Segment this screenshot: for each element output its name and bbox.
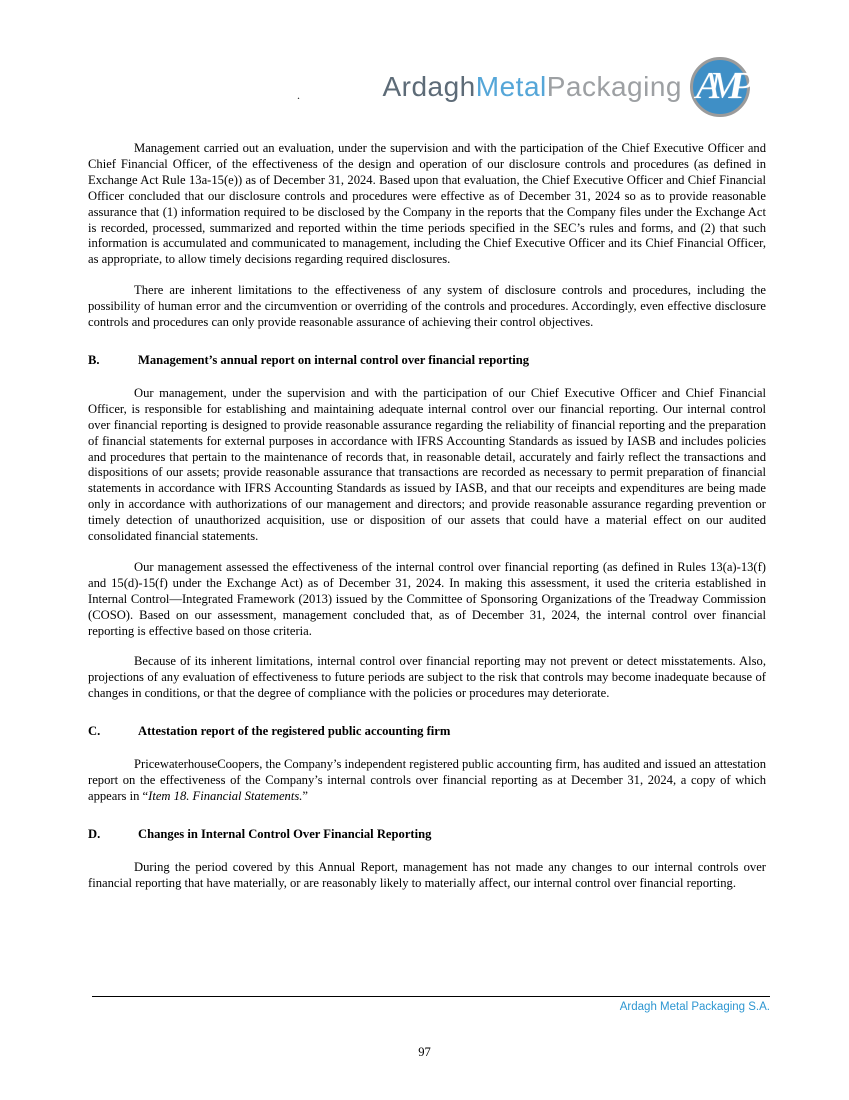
stray-period-mark: . bbox=[297, 88, 300, 102]
paragraph-changes-internal-control: During the period covered by this Annual Report, management has not made any changes to our internal controls over financial reporting that have materially, or are reasonably likely to materially affect, our internal control over financial reporting. bbox=[88, 859, 766, 890]
section-letter-c: C. bbox=[88, 724, 101, 739]
section-heading-c bbox=[88, 724, 766, 740]
section-heading-b bbox=[88, 353, 766, 369]
logo-wordmark bbox=[382, 73, 682, 101]
logo-word-packaging: Packaging bbox=[546, 71, 682, 102]
section-title-c: Attestation report of the registered public accounting firm bbox=[138, 724, 451, 739]
attestation-item-reference: Item 18. Financial Statements. bbox=[148, 788, 303, 803]
paragraph-limitations-misstatements: Because of its inherent limitations, internal control over financial reporting may not prevent or detect misstatements. Also, projections of any evaluation of effectiveness to future periods are subject to the risk that controls may become inadequate because of changes in conditions, or that the degree of compliance with the policies or procedures may deteriorate. bbox=[88, 654, 766, 701]
attestation-closing-quote: ” bbox=[302, 788, 308, 803]
paragraph-attestation-report bbox=[88, 757, 766, 805]
footer-divider bbox=[92, 996, 770, 997]
paragraph-management-responsibility: Our management, under the supervision and with the participation of our Chief Executive Officer and Chief Financial Officer, is responsible for establishing and maintaining adequate internal control over our financial reporting. Our internal control over financial reporting is designed to provide reasonable assurance regarding the reliability of financial reporting and the preparation of financial statements for external purposes in accordance with IFRS Accounting Standards as issued by IASB and includes policies and procedures that pertain to the maintenance of records that, in reasonable detail, accurately and fairly reflect the transactions and dispositions of our assets; provide reasonable assurance that transactions are recorded as necessary to permit preparation of financial statements in accordance with IFRS Accounting Standards as issued by IASB, and that our receipts and expenditures are being made only in accordance with authorizations of our management and directors; and provide reasonable assurance regarding prevention or timely detection of unauthorized acquisition, use or disposition of our assets that could have a material effect on our audited consolidated financial statements. bbox=[88, 385, 766, 544]
page-body bbox=[88, 141, 766, 907]
section-letter-d: D. bbox=[88, 826, 101, 841]
section-title-d: Changes in Internal Control Over Financial Reporting bbox=[138, 826, 432, 841]
section-title-b: Management’s annual report on internal control over financial reporting bbox=[138, 352, 530, 367]
section-letter-b: B. bbox=[88, 352, 100, 367]
amp-monogram-letters: AMP bbox=[696, 65, 745, 107]
paragraph-assessment-coso: Our management assessed the effectiveness of the internal control over financial reporting (as defined in Rules 13(a)-13(f) and 15(d)-15(f) under the Exchange Act) as of December 31, 2024. In making this assessment, it used the criteria established in Internal Control—Integrated Framework (2013) issued by the Committee of Sponsoring Organizations of the Treadway Commission (COSO). Based on our assessment, management concluded that, as of December 31, 2024, the internal control over financial reporting is effective based on those criteria. bbox=[88, 559, 766, 638]
attestation-text: PricewaterhouseCoopers, the Company’s independent registered public accounting firm, has audited and issued an attestation report on the effectiveness of the Company’s internal controls over financial reporting as at December 31, 2024, a copy of which appears in “ bbox=[88, 757, 766, 803]
company-logo bbox=[382, 57, 750, 117]
amp-monogram-icon bbox=[690, 57, 750, 117]
paragraph-inherent-limitations: There are inherent limitations to the effectiveness of any system of disclosure controls and procedures, including the possibility of human error and the circumvention or overriding of the controls and procedures. Accordingly, even effective disclosure controls and procedures can only provide reasonable assurance of achieving their control objectives. bbox=[88, 283, 766, 330]
paragraph-disclosure-evaluation: Management carried out an evaluation, under the supervision and with the participation of the Chief Executive Officer and Chief Financial Officer, of the effectiveness of the design and operation of our disclosure controls and procedures (as defined in Exchange Act Rule 13a-15(e)) as of December 31, 2024. Based upon that evaluation, the Chief Executive Officer and Chief Financial Officer concluded that our disclosure controls and procedures were effective as of December 31, 2024 so as to provide reasonable assurance that (1) information required to be disclosed by the Company in the reports that the Company files under the Exchange Act is recorded, processed, summarized and reported within the time periods specified in the SEC’s rules and forms, and (2) that such information is accumulated and communicated to management, including the Chief Executive Officer and its Chief Financial Officer, as appropriate, to allow timely decisions regarding required disclosures. bbox=[88, 141, 766, 267]
footer-company-name: Ardagh Metal Packaging S.A. bbox=[619, 1001, 770, 1013]
section-heading-d bbox=[88, 827, 766, 843]
page-number: 97 bbox=[418, 1045, 431, 1059]
logo-word-metal: Metal bbox=[475, 71, 547, 102]
logo-word-ardagh: Ardagh bbox=[382, 71, 476, 102]
